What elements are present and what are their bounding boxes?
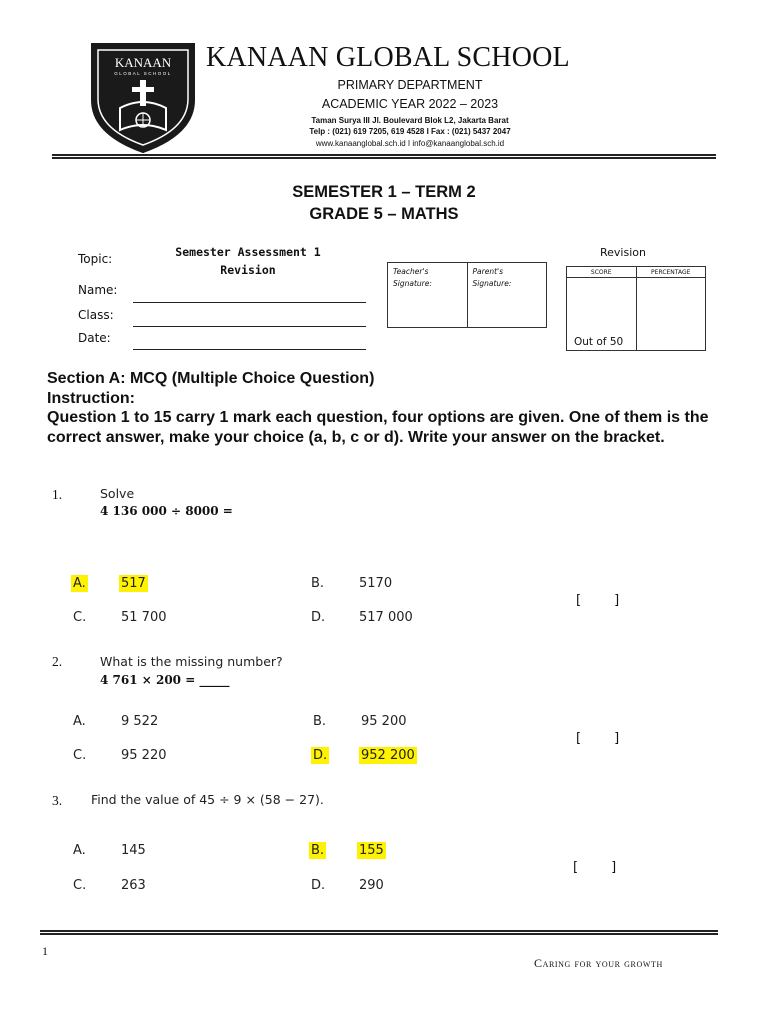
out-of-text: Out of 50 (574, 336, 624, 348)
option-letter[interactable]: C. (73, 878, 87, 893)
teacher-signature-cell[interactable]: Teacher's Signature: (393, 267, 432, 288)
score-table (566, 266, 706, 351)
question-expression: 4 761 × 200 = _____ (100, 673, 230, 687)
option-value[interactable]: 51 700 (121, 610, 167, 625)
option-value[interactable]: 95 220 (121, 748, 167, 763)
grade-title: GRADE 5 – MATHS (309, 205, 459, 223)
option-letter[interactable]: D. (311, 610, 326, 625)
semester-title: SEMESTER 1 – TERM 2 (292, 183, 476, 201)
score-header: SCORE (590, 269, 612, 276)
answer-bracket[interactable]: [ ] (576, 731, 620, 746)
topic-line-1: Semester Assessment 1 (175, 245, 321, 259)
question-text: Find the value of 45 ÷ 9 × (58 − 27). (91, 792, 324, 807)
question-expression: 4 136 000 ÷ 8000 = (100, 504, 233, 518)
name-field[interactable] (133, 302, 366, 303)
answer-bracket[interactable]: [ ] (573, 860, 617, 875)
percentage-cell[interactable] (636, 278, 706, 350)
option-value[interactable]: 290 (359, 878, 384, 893)
topic-value (160, 243, 336, 279)
question-number: 1. (52, 487, 63, 502)
section-instructions (47, 369, 727, 447)
option-value[interactable]: 145 (121, 843, 146, 858)
option-value[interactable]: 5170 (359, 576, 393, 591)
department: PRIMARY DEPARTMENT (337, 78, 483, 92)
option-letter[interactable]: C. (73, 748, 87, 763)
crest-subtext: GLOBAL SCHOOL (114, 71, 172, 76)
option-value[interactable]: 517 000 (359, 610, 413, 625)
header-divider (52, 154, 716, 159)
question-text: Solve (100, 486, 135, 501)
instruction-text: Question 1 to 15 carry 1 mark each question, four options are given. One of them is the correct answer, make your choice (a, b, c or d). Write your answer on the bracket. (47, 409, 709, 446)
option-letter[interactable]: B. (313, 714, 327, 729)
footer-divider (40, 930, 718, 935)
parent-signature-cell[interactable]: Parent's Signature: (467, 263, 547, 327)
footer-tagline: Caring for your growth (534, 956, 663, 970)
option-letter[interactable]: A. (73, 576, 86, 591)
section-heading: Section A: MCQ (Multiple Choice Question) (47, 370, 375, 387)
option-letter[interactable]: D. (313, 748, 328, 763)
question-text: What is the missing number? (100, 654, 283, 669)
option-value[interactable]: 952 200 (361, 748, 415, 763)
school-name: KANAAN GLOBAL SCHOOL (206, 42, 570, 73)
school-web: www.kanaanglobal.sch.id I info@kanaanglobal.sch.id (315, 139, 505, 148)
class-label: Class: (78, 308, 114, 322)
date-field[interactable] (133, 349, 366, 350)
option-value[interactable]: 517 (121, 576, 146, 591)
date-label: Date: (78, 331, 111, 345)
option-letter[interactable]: B. (311, 843, 325, 858)
option-value[interactable]: 263 (121, 878, 146, 893)
score-cell[interactable] (567, 278, 636, 350)
school-address: Taman Surya III Jl. Boulevard Blok L2, Jakarta Barat (311, 116, 509, 125)
option-value[interactable]: 9 522 (121, 714, 159, 729)
answer-bracket[interactable]: [ ] (576, 593, 620, 608)
instruction-label: Instruction: (47, 389, 135, 407)
option-letter[interactable]: B. (311, 576, 325, 591)
option-letter[interactable]: A. (73, 714, 86, 729)
name-label: Name: (78, 283, 118, 297)
option-value[interactable]: 95 200 (361, 714, 407, 729)
crest-text: KANAAN (114, 55, 172, 70)
percentage-header: PERCENTAGE (636, 267, 706, 277)
question-number: 3. (52, 793, 63, 808)
topic-label: Topic: (78, 252, 113, 266)
school-phone: Telp : (021) 619 7205, 619 4528 I Fax : (021) 5437 2047 (309, 127, 511, 136)
school-crest-logo (88, 38, 198, 156)
option-value[interactable]: 155 (359, 843, 384, 858)
option-letter[interactable]: A. (73, 843, 86, 858)
revision-label: Revision (600, 246, 646, 259)
academic-year: ACADEMIC YEAR 2022 – 2023 (321, 97, 499, 111)
option-letter[interactable]: C. (73, 610, 87, 625)
topic-line-2: Revision (220, 263, 276, 277)
question-number: 2. (52, 654, 63, 669)
page-number: 1 (42, 944, 48, 958)
class-field[interactable] (133, 326, 366, 327)
option-letter[interactable]: D. (311, 878, 326, 893)
signature-table (387, 262, 547, 328)
